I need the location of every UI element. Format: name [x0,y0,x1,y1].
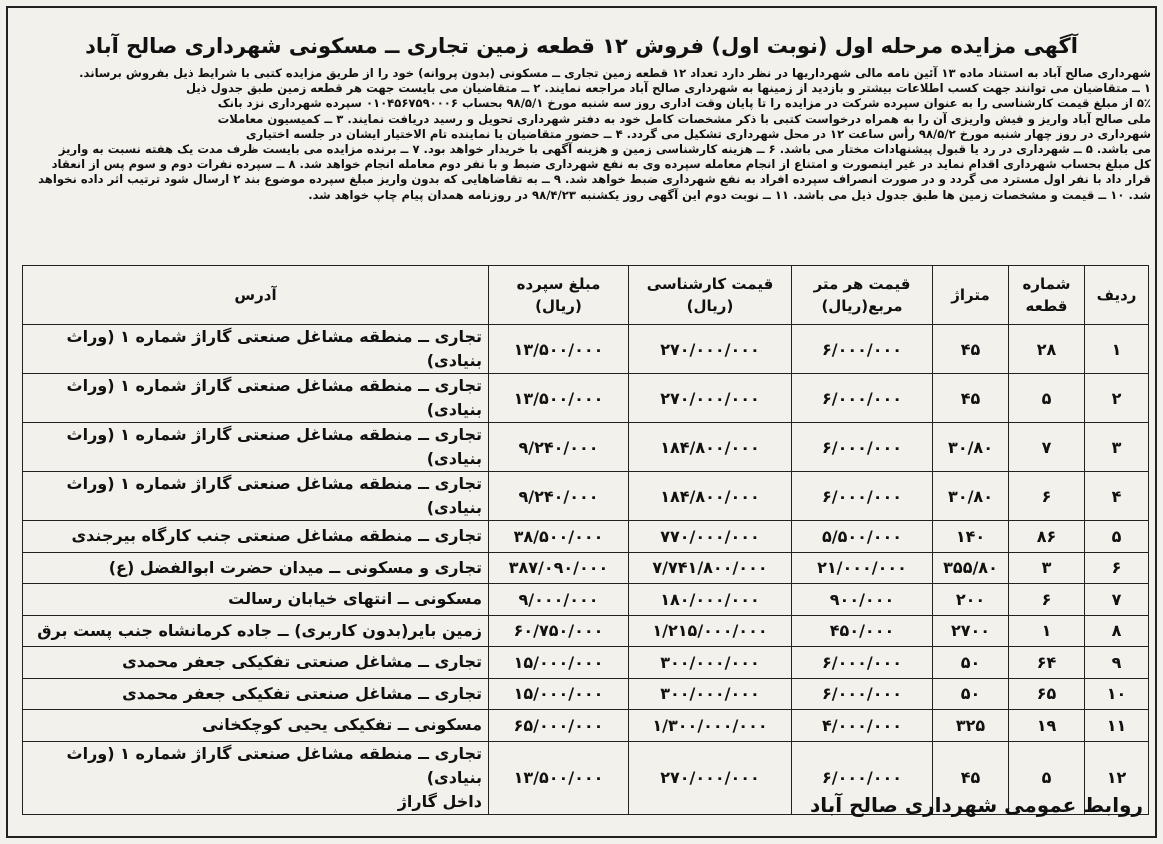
cell-expert-price: ۲۷۰/۰۰۰/۰۰۰ [629,325,792,374]
cell-address: تجاری و مسکونی ــ میدان حضرت ابوالفضل (ع) [23,552,489,584]
table-row [23,584,1149,616]
cell-expert-price: ۷/۷۴۱/۸۰۰/۰۰۰ [629,552,792,584]
header-deposit: مبلغ سپرده (ریال) [489,266,629,325]
footer-signature: روابط عمومی شهرداری صالح آباد [810,793,1143,817]
cell-area: ۴۵ [933,325,1009,374]
cell-address: تجاری ــ منطقه مشاغل صنعتی گاراژ شماره ۱ (وراث بنیادی) [23,325,489,374]
cell-radif: ۸ [1085,615,1149,647]
cell-radif: ۴ [1085,472,1149,521]
table-row [23,710,1149,742]
cell-address [23,741,489,814]
cell-address: مسکونی ــ تفکیکی یحیی کوچکخانی [23,710,489,742]
cell-price-per-m2: ۶/۰۰۰/۰۰۰ [792,741,933,814]
cell-area: ۴۵ [933,741,1009,814]
cell-radif: ۲ [1085,374,1149,423]
body-line: ۵٪ از مبلغ قیمت کارشناسی را به عنوان سپرده شرکت در مزایده را تا پایان وقت اداری روز سه شنبه مورخ ۹۸/۵/۱ بحساب ۰۱۰۴۵۶۷۵۹۰۰۰۶ سپرده شهرداری نزد بانک [217,96,1151,111]
cell-lot-number: ۲۸ [1009,325,1085,374]
body-line: ۱ ــ متقاضیان می توانند جهت کسب اطلاعات بیشتر و بازدید از زمینها به شهرداری صالح آباد مراجعه نمایند. ۲ ــ متقاضیان می بایست جهت هر قطعه زمین طبق جدول ذیل [186,81,1151,96]
cell-expert-price: ۳۰۰/۰۰۰/۰۰۰ [629,647,792,679]
cell-radif: ۹ [1085,647,1149,679]
address-line: تجاری ــ منطقه مشاغل صنعتی گاراژ شماره ۱ (وراث بنیادی) [66,743,482,787]
address-line-2: داخل گاراژ [397,791,482,811]
table-row [23,374,1149,423]
cell-address: تجاری ــ منطقه مشاغل صنعتی گاراژ شماره ۱ (وراث بنیادی) [23,472,489,521]
ad-title: آگهی مزایده مرحله اول (نوبت اول) فروش ۱۲ قطعه زمین تجاری ــ مسکونی شهرداری صالح آباد [85,34,1078,58]
cell-expert-price: ۳۰۰/۰۰۰/۰۰۰ [629,678,792,710]
cell-area: ۴۵ [933,374,1009,423]
cell-price-per-m2: ۵/۵۰۰/۰۰۰ [792,521,933,553]
cell-area: ۳۵۵/۸۰ [933,552,1009,584]
cell-address: تجاری ــ مشاغل صنعتی تفکیکی جعفر محمدی [23,647,489,679]
cell-deposit: ۶۵/۰۰۰/۰۰۰ [489,710,629,742]
cell-lot-number: ۶۵ [1009,678,1085,710]
cell-radif: ۱۲ [1085,741,1149,814]
table-row [23,678,1149,710]
header-radif: ردیف [1085,266,1149,325]
cell-price-per-m2: ۶/۰۰۰/۰۰۰ [792,472,933,521]
cell-lot-number: ۸۶ [1009,521,1085,553]
cell-radif: ۳ [1085,423,1149,472]
cell-deposit: ۶۰/۷۵۰/۰۰۰ [489,615,629,647]
cell-deposit: ۹/۲۴۰/۰۰۰ [489,423,629,472]
cell-deposit: ۳۸/۵۰۰/۰۰۰ [489,521,629,553]
cell-price-per-m2: ۶/۰۰۰/۰۰۰ [792,423,933,472]
cell-radif: ۱۱ [1085,710,1149,742]
cell-lot-number: ۶۴ [1009,647,1085,679]
table-header-row [23,266,1149,325]
cell-expert-price: ۱/۳۰۰/۰۰۰/۰۰۰ [629,710,792,742]
table-row [23,552,1149,584]
cell-expert-price: ۷۷۰/۰۰۰/۰۰۰ [629,521,792,553]
cell-area: ۵۰ [933,647,1009,679]
cell-price-per-m2: ۶/۰۰۰/۰۰۰ [792,647,933,679]
cell-expert-price: ۲۷۰/۰۰۰/۰۰۰ [629,741,792,814]
body-line: می باشد. ۵ ــ شهرداری در رد یا قبول پیشنهادات مختار می باشد. ۶ ــ هزینه کارشناسی زمین و هزینه آگهی با خریدار خواهد بود. ۷ ــ برنده مزایده می بایست ظرف مدت یک هفته نسبت به واریز [58,142,1151,157]
cell-expert-price: ۱۸۰/۰۰۰/۰۰۰ [629,584,792,616]
body-line: شهرداری در روز چهار شنبه مورخ ۹۸/۵/۲ رأس ساعت ۱۲ در محل شهرداری تشکیل می گردد. ۴ ــ حضور متقاضیان یا نماینده تام الاختیار ایشان در جلسه اختیاری [245,126,1151,141]
cell-expert-price: ۲۷۰/۰۰۰/۰۰۰ [629,374,792,423]
cell-deposit: ۹/۰۰۰/۰۰۰ [489,584,629,616]
body-line: شهرداری صالح آباد به استناد ماده ۱۳ آئین نامه مالی شهرداریها در نظر دارد تعداد ۱۲ قطعه زمین تجاری ــ مسکونی (بدون پروانه) خود را از طریق مزایده کتبی با شرایط ذیل بفروش برساند. [79,66,1151,80]
cell-price-per-m2: ۴/۰۰۰/۰۰۰ [792,710,933,742]
body-line: شد. ۱۰ ــ قیمت و مشخصات زمین ها طبق جدول ذیل می باشد. ۱۱ ــ نوبت دوم این آگهی روز یکشنبه ۹۸/۴/۲۳ در روزنامه همدان پیام چاپ خواهد شد. [308,187,1151,202]
table-row [23,423,1149,472]
table-row [23,325,1149,374]
cell-area: ۳۰/۸۰ [933,472,1009,521]
body-line: ملی صالح آباد واریز و فیش واریزی آن را به همراه درخواست کتبی با ذکر مشخصات کامل خود به دفتر شهرداری تحویل و رسید دریافت نمایند. ۳ ــ کمیسیون معاملات [217,111,1151,126]
cell-address: تجاری ــ منطقه مشاغل صنعتی گاراژ شماره ۱ (وراث بنیادی) [23,374,489,423]
cell-lot-number: ۳ [1009,552,1085,584]
cell-address: تجاری ــ مشاغل صنعتی تفکیکی جعفر محمدی [23,678,489,710]
cell-price-per-m2: ۶/۰۰۰/۰۰۰ [792,325,933,374]
cell-deposit: ۱۳/۵۰۰/۰۰۰ [489,741,629,814]
cell-area: ۲۷۰۰ [933,615,1009,647]
table-body [23,325,1149,815]
cell-deposit: ۱۳/۵۰۰/۰۰۰ [489,374,629,423]
body-line: قرار داد با نفر اول مسترد می گردد و در صورت انصراف سپرده افراد به نفع شهرداری ضبط خواهد شد. ۹ ــ به تقاضاهایی که بدون واریز مبلغ سپرده موضوع بند ۲ ارسال شود ترتیب اثر داده نخواهد [38,172,1151,187]
cell-radif: ۶ [1085,552,1149,584]
cell-price-per-m2: ۴۵۰/۰۰۰ [792,615,933,647]
cell-radif: ۷ [1085,584,1149,616]
cell-radif: ۱۰ [1085,678,1149,710]
cell-lot-number: ۷ [1009,423,1085,472]
table-row [23,647,1149,679]
cell-lot-number: ۶ [1009,584,1085,616]
cell-price-per-m2: ۲۱/۰۰۰/۰۰۰ [792,552,933,584]
cell-lot-number: ۱۹ [1009,710,1085,742]
cell-area: ۳۰/۸۰ [933,423,1009,472]
cell-lot-number: ۶ [1009,472,1085,521]
cell-lot-number: ۵ [1009,741,1085,814]
cell-deposit: ۱۳/۵۰۰/۰۰۰ [489,325,629,374]
cell-area: ۲۰۰ [933,584,1009,616]
cell-price-per-m2: ۶/۰۰۰/۰۰۰ [792,374,933,423]
cell-deposit: ۹/۲۴۰/۰۰۰ [489,472,629,521]
header-lot-number: شماره قطعه [1009,266,1085,325]
header-expert-price: قیمت کارشناسی (ریال) [629,266,792,325]
ad-body-text [12,66,1151,203]
cell-address: تجاری ــ منطقه مشاغل صنعتی گاراژ شماره ۱ (وراث بنیادی) [23,423,489,472]
cell-deposit: ۳۸۷/۰۹۰/۰۰۰ [489,552,629,584]
cell-price-per-m2: ۹۰۰/۰۰۰ [792,584,933,616]
cell-deposit: ۱۵/۰۰۰/۰۰۰ [489,678,629,710]
body-line: کل مبلغ بحساب شهرداری اقدام نماید در غیر اینصورت و امتناع از انجام معامله سپرده وی به نفع شهرداری ضبط و با نفر دوم معامله انجام خواهد شد. ۸ ــ سپرده نفرات دوم و سوم پس از انعقاد [51,157,1151,172]
cell-address: مسکونی ــ انتهای خیابان رسالت [23,584,489,616]
lots-table [22,265,1149,815]
cell-lot-number: ۱ [1009,615,1085,647]
cell-area: ۳۲۵ [933,710,1009,742]
header-address: آدرس [23,266,489,325]
cell-expert-price: ۱۸۴/۸۰۰/۰۰۰ [629,472,792,521]
cell-price-per-m2: ۶/۰۰۰/۰۰۰ [792,678,933,710]
cell-radif: ۵ [1085,521,1149,553]
cell-area: ۵۰ [933,678,1009,710]
cell-expert-price: ۱۸۴/۸۰۰/۰۰۰ [629,423,792,472]
cell-radif: ۱ [1085,325,1149,374]
header-area: متراژ [933,266,1009,325]
cell-address: زمین بایر(بدون کاربری) ــ جاده کرمانشاه جنب پست برق [23,615,489,647]
cell-expert-price: ۱/۲۱۵/۰۰۰/۰۰۰ [629,615,792,647]
cell-lot-number: ۵ [1009,374,1085,423]
cell-address: تجاری ــ منطقه مشاغل صنعتی جنب کارگاه بیرجندی [23,521,489,553]
header-price-per-m2: قیمت هر متر مربع(ریال) [792,266,933,325]
cell-deposit: ۱۵/۰۰۰/۰۰۰ [489,647,629,679]
table-row [23,521,1149,553]
table-row [23,615,1149,647]
cell-area: ۱۴۰ [933,521,1009,553]
table-row [23,472,1149,521]
